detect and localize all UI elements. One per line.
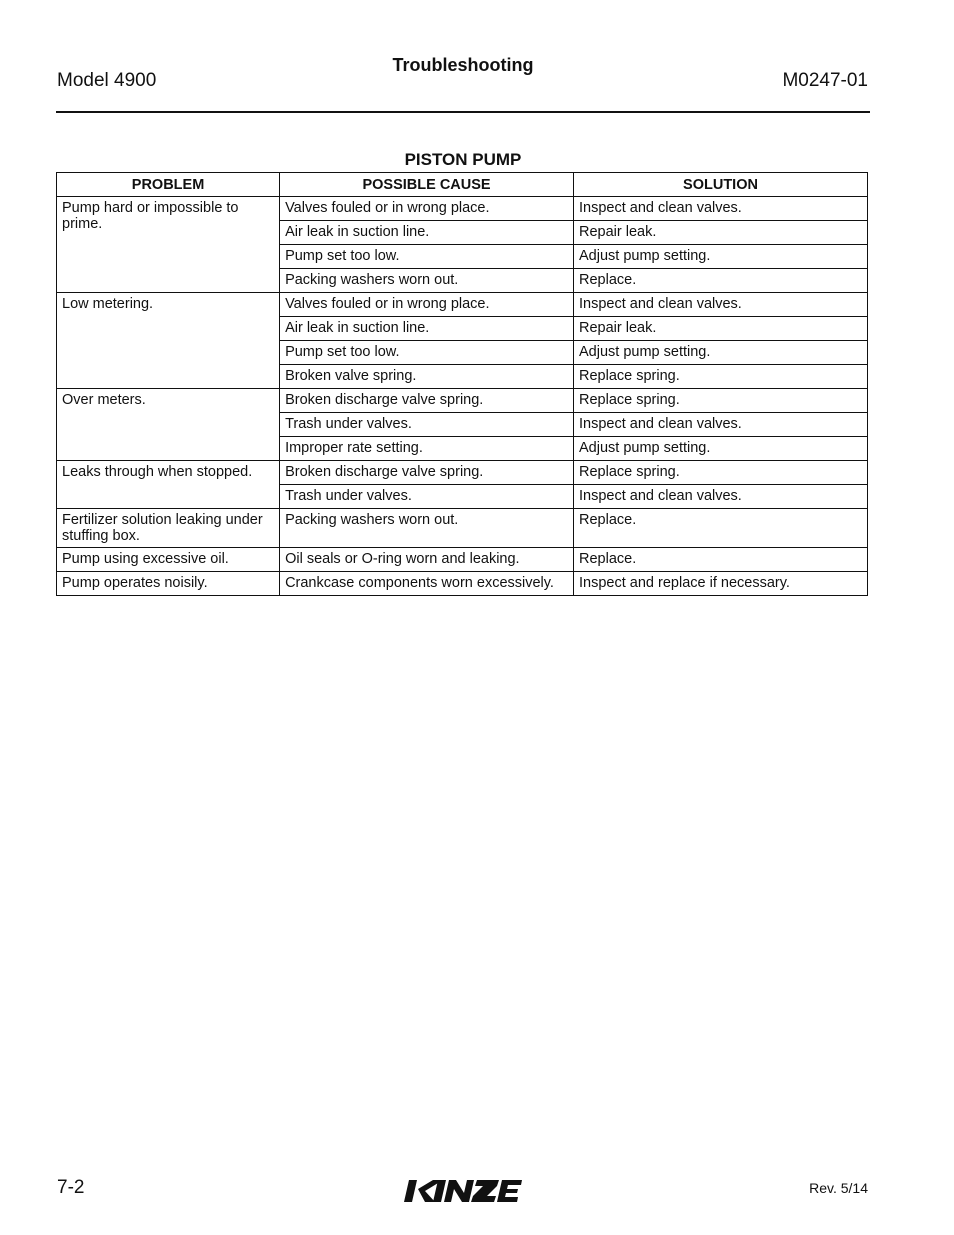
table-header-row [57, 173, 868, 197]
column-header-solution: SOLUTION [574, 173, 868, 197]
table-row [57, 197, 868, 221]
problem-cell: Over meters. [57, 389, 280, 461]
problem-cell: Leaks through when stopped. [57, 461, 280, 509]
revision-label: Rev. 5/14 [809, 1180, 868, 1196]
solution-cell: Inspect and clean valves. [574, 485, 868, 509]
possible-cause-cell: Valves fouled or in wrong place. [280, 293, 574, 317]
possible-cause-cell: Air leak in suction line. [280, 317, 574, 341]
kinze-logo [403, 1176, 523, 1211]
model-label: Model 4900 [57, 70, 157, 91]
kinze-logo-wordmark [403, 1176, 523, 1206]
problem-cell: Low metering. [57, 293, 280, 389]
table-row [57, 293, 868, 317]
troubleshooting-table [56, 172, 868, 596]
possible-cause-cell: Broken discharge valve spring. [280, 389, 574, 413]
solution-cell: Repair leak. [574, 317, 868, 341]
possible-cause-cell: Trash under valves. [280, 485, 574, 509]
document-number: M0247-01 [782, 70, 868, 91]
solution-cell: Replace. [574, 269, 868, 293]
possible-cause-cell: Oil seals or O-ring worn and leaking. [280, 548, 574, 572]
table-body [57, 197, 868, 596]
possible-cause-cell: Valves fouled or in wrong place. [280, 197, 574, 221]
possible-cause-cell: Pump set too low. [280, 341, 574, 365]
solution-cell: Inspect and clean valves. [574, 293, 868, 317]
problem-cell: Fertilizer solution leaking under stuffing box. [57, 509, 280, 548]
table-row [57, 572, 868, 596]
table-row [57, 389, 868, 413]
table-title: PISTON PUMP [404, 150, 522, 169]
column-header-possible-cause: POSSIBLE CAUSE [280, 173, 574, 197]
possible-cause-cell: Air leak in suction line. [280, 221, 574, 245]
table-row [57, 548, 868, 572]
page-number: 7-2 [57, 1177, 85, 1198]
problem-cell: Pump operates noisily. [57, 572, 280, 596]
possible-cause-cell: Crankcase components worn excessively. [280, 572, 574, 596]
problem-cell: Pump hard or impossible to prime. [57, 197, 280, 293]
solution-cell: Adjust pump setting. [574, 341, 868, 365]
solution-cell: Replace. [574, 548, 868, 572]
solution-cell: Replace. [574, 509, 868, 548]
header-divider [56, 111, 870, 113]
possible-cause-cell: Broken valve spring. [280, 365, 574, 389]
solution-cell: Inspect and clean valves. [574, 197, 868, 221]
solution-cell: Adjust pump setting. [574, 437, 868, 461]
solution-cell: Inspect and clean valves. [574, 413, 868, 437]
possible-cause-cell: Packing washers worn out. [280, 509, 574, 548]
possible-cause-cell: Improper rate setting. [280, 437, 574, 461]
possible-cause-cell: Broken discharge valve spring. [280, 461, 574, 485]
possible-cause-cell: Trash under valves. [280, 413, 574, 437]
possible-cause-cell: Packing washers worn out. [280, 269, 574, 293]
problem-cell: Pump using excessive oil. [57, 548, 280, 572]
section-title: Troubleshooting [392, 55, 534, 75]
solution-cell: Adjust pump setting. [574, 245, 868, 269]
solution-cell: Replace spring. [574, 389, 868, 413]
column-header-problem: PROBLEM [57, 173, 280, 197]
table-row [57, 509, 868, 548]
solution-cell: Repair leak. [574, 221, 868, 245]
table-row [57, 461, 868, 485]
solution-cell: Replace spring. [574, 365, 868, 389]
possible-cause-cell: Pump set too low. [280, 245, 574, 269]
solution-cell: Replace spring. [574, 461, 868, 485]
solution-cell: Inspect and replace if necessary. [574, 572, 868, 596]
